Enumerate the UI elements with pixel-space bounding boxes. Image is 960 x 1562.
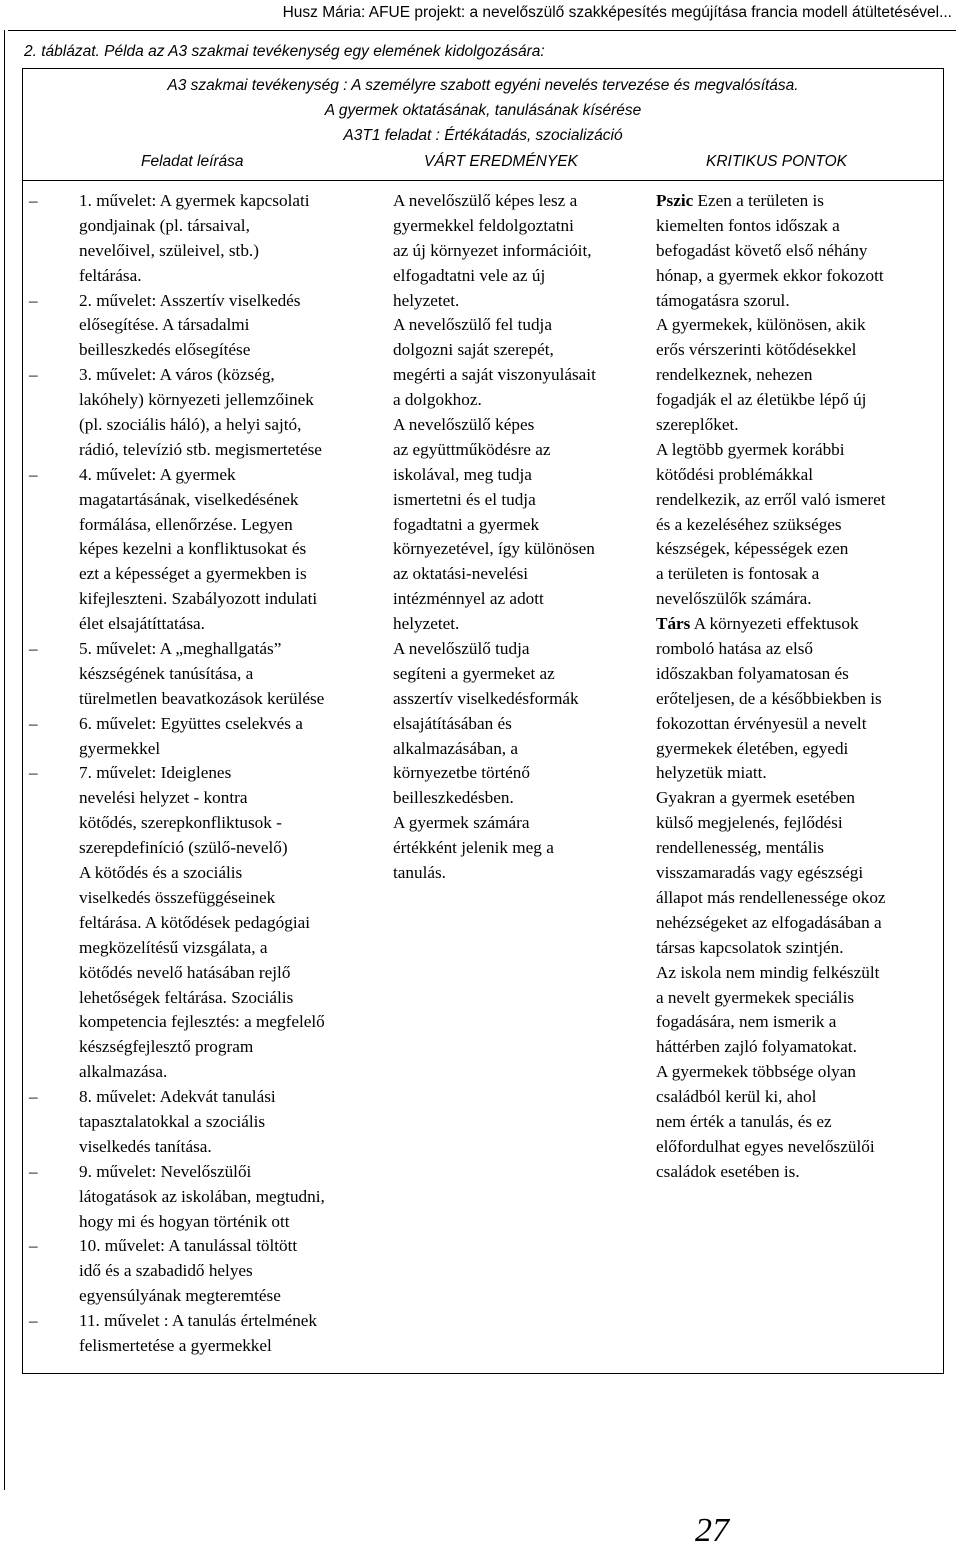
result-line xyxy=(393,289,648,314)
task-line xyxy=(79,513,379,538)
result-line-text: helyzetet. xyxy=(393,290,460,310)
result-line-text: tanulás. xyxy=(393,863,446,883)
critical-line xyxy=(656,587,941,612)
task-line-text: A kötődés és a szociális xyxy=(79,863,243,883)
result-line xyxy=(393,612,648,637)
task-line-text: kompetencia fejlesztés: a megfelelő xyxy=(79,1012,325,1032)
task-line-text: 2. művelet: Asszertív viselkedés xyxy=(79,290,301,310)
critical-line xyxy=(656,737,941,762)
running-header: Husz Mária: AFUE projekt: a nevelőszülő szakképesítés megújítása francia modell átültetésével... xyxy=(282,4,952,21)
task-title: A3T1 feladat : Értékátadás, szocializáció xyxy=(343,127,623,144)
element-title: A gyermek oktatásának, tanulásának kísérése xyxy=(324,102,642,119)
bullet-dash: – xyxy=(29,1236,38,1256)
critical-line-text: családból kerül ki, ahol xyxy=(656,1087,817,1107)
column-header-expected-results: VÁRT EREDMÉNYEK xyxy=(424,153,578,170)
critical-line xyxy=(656,612,941,637)
critical-line-text: gyermekek életében, egyedi xyxy=(656,738,849,758)
task-line-text: nevelési helyzet - kontra xyxy=(79,788,248,808)
task-line-text: megközelítésű vizsgálata, a xyxy=(79,937,268,957)
result-line-text: helyzetet. xyxy=(393,614,460,634)
task-line-text: rádió, televízió stb. megismertetése xyxy=(79,439,322,459)
column-header-description: Feladat leírása xyxy=(141,153,244,170)
result-line xyxy=(393,662,648,687)
result-line-text: gyermekkel feldolgoztatni xyxy=(393,215,574,235)
critical-line-text: társas kapcsolatok szintjén. xyxy=(656,937,844,957)
critical-line xyxy=(656,239,941,264)
task-line-text: alkalmazása. xyxy=(79,1062,168,1082)
task-line xyxy=(79,687,379,712)
task-line-text: ezt a képességet a gyermekben is xyxy=(79,564,307,584)
task-line-text: gondjainak (pl. társaival, xyxy=(79,215,250,235)
critical-line xyxy=(656,662,941,687)
task-line-text: 3. művelet: A város (község, xyxy=(79,365,275,385)
task-line-text: kifejleszteni. Szabályozott indulati xyxy=(79,589,318,609)
critical-line-text: rendellenesség, mentális xyxy=(656,838,824,858)
result-line-text: a dolgokhoz. xyxy=(393,390,482,410)
task-line-text: 5. művelet: A „meghallgatás” xyxy=(79,639,282,659)
critical-line xyxy=(656,761,941,786)
task-line xyxy=(79,911,379,936)
critical-line-text: a területen is fontosak a xyxy=(656,564,820,584)
critical-line xyxy=(656,911,941,936)
result-line xyxy=(393,363,648,388)
result-line-text: dolgozni saját szerepét, xyxy=(393,340,554,360)
task-line xyxy=(29,1160,379,1185)
task-line xyxy=(79,338,379,363)
critical-line-text: szereplőket. xyxy=(656,415,739,435)
critical-line xyxy=(656,189,941,214)
result-line xyxy=(393,861,648,886)
task-line xyxy=(79,239,379,264)
critical-line xyxy=(656,338,941,363)
critical-line-text: A környezeti effektusok xyxy=(690,614,859,634)
task-line-text: tapasztalatokkal a szociális xyxy=(79,1111,266,1131)
bullet-dash: – xyxy=(29,464,38,484)
result-line-text: segíteni a gyermeket az xyxy=(393,663,555,683)
task-line xyxy=(79,836,379,861)
result-line-text: értékként jelenik meg a xyxy=(393,838,554,858)
bullet-dash: – xyxy=(29,763,38,783)
critical-line-text: A legtöbb gyermek korábbi xyxy=(656,439,845,459)
bullet-dash: – xyxy=(29,290,38,310)
critical-line-text: A gyermekek többsége olyan xyxy=(656,1062,856,1082)
result-line xyxy=(393,264,648,289)
critical-line-text: támogatásra szorul. xyxy=(656,290,790,310)
task-line xyxy=(79,1110,379,1135)
critical-line xyxy=(656,214,941,239)
critical-line-text: romboló hatása az első xyxy=(656,639,814,659)
critical-line xyxy=(656,961,941,986)
critical-line-text: erőteljesen, de a későbbiekben is xyxy=(656,688,882,708)
critical-line xyxy=(656,289,941,314)
task-line xyxy=(29,761,379,786)
critical-line-text: a nevelt gyermekek speciális xyxy=(656,987,855,1007)
task-line-text: 6. művelet: Együttes cselekvés a xyxy=(79,713,303,733)
result-line-text: beilleszkedésben. xyxy=(393,788,514,808)
critical-line xyxy=(656,562,941,587)
critical-line xyxy=(656,637,941,662)
bullet-dash: – xyxy=(29,639,38,659)
task-line xyxy=(79,264,379,289)
critical-line xyxy=(656,936,941,961)
critical-line xyxy=(656,1085,941,1110)
critical-line-text: nehézségeket az elfogadásában a xyxy=(656,912,882,932)
critical-line xyxy=(656,1160,941,1185)
task-line xyxy=(79,488,379,513)
critical-line-text: befogadást követő első néhány xyxy=(656,240,868,260)
task-line-text: 1. művelet: A gyermek kapcsolati xyxy=(79,191,310,210)
result-line-text: környezetbe történő xyxy=(393,763,530,783)
task-line-text: 9. művelet: Nevelőszülői xyxy=(79,1161,252,1181)
result-line xyxy=(393,712,648,737)
task-line-text: formálása, ellenőrzése. Legyen xyxy=(79,514,293,534)
task-line xyxy=(79,786,379,811)
result-line-text: A nevelőszülő képes xyxy=(393,415,535,435)
result-line xyxy=(393,239,648,264)
result-line xyxy=(393,786,648,811)
critical-line xyxy=(656,786,941,811)
critical-line xyxy=(656,687,941,712)
task-line-text: 10. művelet: A tanulással töltött xyxy=(79,1236,298,1256)
task-line xyxy=(79,612,379,637)
result-line xyxy=(393,413,648,438)
critical-line-text: A gyermekek, különösen, akik xyxy=(656,315,866,335)
task-line-text: 8. művelet: Adekvát tanulási xyxy=(79,1087,276,1107)
critical-line-text: nevelőszülők számára. xyxy=(656,589,812,609)
critical-line xyxy=(656,712,941,737)
critical-line-text: előfordulhat egyes nevelőszülői xyxy=(656,1136,875,1156)
task-line xyxy=(29,463,379,488)
critical-line-text: külső megjelenés, fejlődési xyxy=(656,813,843,833)
bullet-dash: – xyxy=(29,1087,38,1107)
critical-line-text: rendelkeznek, nehezen xyxy=(656,365,813,385)
critical-line xyxy=(656,438,941,463)
task-line xyxy=(79,214,379,239)
critical-line xyxy=(656,836,941,861)
critical-line xyxy=(656,861,941,886)
task-line xyxy=(79,1284,379,1309)
task-line-text: készségfejlesztő program xyxy=(79,1037,254,1057)
task-line xyxy=(79,662,379,687)
task-line xyxy=(29,1309,379,1334)
task-line-text: szerepdefiníció (szülő-nevelő) xyxy=(79,838,288,858)
result-line-text: fogadtatni a gyermek xyxy=(393,514,540,534)
task-line xyxy=(79,388,379,413)
bullet-dash: – xyxy=(29,713,38,733)
critical-points-column xyxy=(656,189,941,1185)
task-line xyxy=(79,413,379,438)
critical-line-text: állapot más rendellenessége okoz xyxy=(656,887,886,907)
column-header-critical-points: KRITIKUS PONTOK xyxy=(706,153,847,170)
result-line xyxy=(393,463,648,488)
task-line-text: hogy mi és hogyan történik ott xyxy=(79,1211,290,1231)
task-line xyxy=(79,438,379,463)
result-line-text: megérti a saját viszonyulásait xyxy=(393,365,596,385)
result-line xyxy=(393,737,648,762)
result-line-text: az oktatási-nevelési xyxy=(393,564,529,584)
critical-line-text: hónap, a gyermek ekkor fokozott xyxy=(656,265,884,285)
result-line-text: alkalmazásában, a xyxy=(393,738,519,758)
task-line-text: viselkedés tanítása. xyxy=(79,1136,212,1156)
task-line-text: élet elsajátíttatása. xyxy=(79,614,205,634)
task-line xyxy=(79,1135,379,1160)
critical-line-text: fokozottan érvényesül a nevelt xyxy=(656,713,867,733)
task-line-text: feltárása. A kötődések pedagógiai xyxy=(79,912,310,932)
critical-line-text: fogadására, nem ismerik a xyxy=(656,1012,837,1032)
task-line-text: magatartásának, viselkedésének xyxy=(79,489,299,509)
critical-line-text: rendelkezik, az erről való ismeret xyxy=(656,489,886,509)
task-line xyxy=(79,537,379,562)
critical-line-text: időszakban folyamatosan és xyxy=(656,663,849,683)
result-line xyxy=(393,811,648,836)
task-line xyxy=(79,861,379,886)
bullet-dash: – xyxy=(29,365,38,385)
result-line xyxy=(393,438,648,463)
task-line xyxy=(79,562,379,587)
task-line-text: viselkedés összefüggéseinek xyxy=(79,887,276,907)
result-line-text: elsajátításában és xyxy=(393,713,512,733)
result-line-text: elfogadtatni vele az új xyxy=(393,265,546,285)
result-line xyxy=(393,637,648,662)
critical-line-text: kötődési problémákkal xyxy=(656,464,814,484)
result-line xyxy=(393,313,648,338)
result-line xyxy=(393,537,648,562)
critical-line xyxy=(656,1060,941,1085)
critical-line-text: Ezen a területen is xyxy=(693,191,824,210)
competency-table xyxy=(22,68,944,1374)
result-line-text: asszertív viselkedésformák xyxy=(393,688,579,708)
result-line-text: A nevelőszülő fel tudja xyxy=(393,315,552,335)
task-line-text: 4. művelet: A gyermek xyxy=(79,464,236,484)
task-line xyxy=(79,1334,379,1359)
critical-line xyxy=(656,413,941,438)
critical-keyword: Társ xyxy=(656,614,691,634)
task-line xyxy=(79,1060,379,1085)
critical-line-text: nem érték a tanulás, és ez xyxy=(656,1111,832,1131)
task-line-text: lehetőségek feltárása. Szociális xyxy=(79,987,294,1007)
result-line-text: ismertetni és el tudja xyxy=(393,489,536,509)
task-line xyxy=(79,1185,379,1210)
critical-line-text: visszamaradás vagy egészségi xyxy=(656,863,864,883)
table-caption: 2. táblázat. Példa az A3 szakmai tevékenység egy elemének kidolgozására: xyxy=(24,43,545,60)
task-line-text: feltárása. xyxy=(79,265,142,285)
task-line-text: látogatások az iskolában, megtudni, xyxy=(79,1186,325,1206)
task-line xyxy=(79,1010,379,1035)
critical-line xyxy=(656,363,941,388)
critical-line-text: és a kezeléséhez szükséges xyxy=(656,514,842,534)
critical-line-text: erős vérszerinti kötődésekkel xyxy=(656,340,857,360)
task-description-column xyxy=(29,189,379,1359)
result-line-text: iskolával, meg tudja xyxy=(393,464,532,484)
critical-line-text: készségek, képességek ezen xyxy=(656,539,849,559)
critical-line-text: háttérben zajló folyamatokat. xyxy=(656,1037,857,1057)
task-line-text: készségének tanúsítása, a xyxy=(79,663,254,683)
task-line-text: türelmetlen beavatkozások kerülése xyxy=(79,688,325,708)
activity-title: A3 szakmai tevékenység : A személyre szabott egyéni nevelés tervezése és megvalósítása. xyxy=(167,77,799,94)
result-line xyxy=(393,761,648,786)
task-line xyxy=(79,737,379,762)
task-line-text: képes kezelni a konfliktusokat és xyxy=(79,539,307,559)
task-line-text: elősegítése. A társadalmi xyxy=(79,315,250,335)
task-line-text: lakóhely) környezeti jellemzőinek xyxy=(79,390,314,410)
task-line-text: beilleszkedés elősegítése xyxy=(79,340,251,360)
critical-line xyxy=(656,313,941,338)
result-line-text: az új környezet információit, xyxy=(393,240,592,260)
result-line xyxy=(393,214,648,239)
result-line-text: az együttműködésre az xyxy=(393,439,551,459)
task-line xyxy=(79,961,379,986)
critical-line xyxy=(656,1110,941,1135)
result-line xyxy=(393,513,648,538)
task-line-text: gyermekkel xyxy=(79,738,161,758)
result-line xyxy=(393,836,648,861)
critical-line xyxy=(656,537,941,562)
critical-line-text: helyzetük miatt. xyxy=(656,763,767,783)
critical-line-text: Gyakran a gyermek esetében xyxy=(656,788,855,808)
task-line xyxy=(79,1210,379,1235)
critical-line-text: családok esetében is. xyxy=(656,1161,800,1181)
result-line-text: A gyermek számára xyxy=(393,813,530,833)
task-line-text: (pl. szociális háló), a helyi sajtó, xyxy=(79,415,302,435)
task-line-text: idő és a szabadidő helyes xyxy=(79,1261,253,1281)
result-line-text: A nevelőszülő képes lesz a xyxy=(393,191,578,210)
result-line-text: környezetével, így különösen xyxy=(393,539,595,559)
task-line xyxy=(29,189,379,214)
task-line xyxy=(29,637,379,662)
task-line-text: 7. művelet: Ideiglenes xyxy=(79,763,232,783)
critical-line-text: kiemelten fontos időszak a xyxy=(656,215,840,235)
critical-line xyxy=(656,986,941,1011)
critical-keyword: Pszic xyxy=(656,191,694,210)
task-line xyxy=(29,1234,379,1259)
critical-line xyxy=(656,463,941,488)
result-line xyxy=(393,189,648,214)
critical-line xyxy=(656,1010,941,1035)
task-line xyxy=(79,313,379,338)
result-line xyxy=(393,687,648,712)
task-line xyxy=(79,886,379,911)
task-line xyxy=(29,1085,379,1110)
result-line xyxy=(393,388,648,413)
page-number: 27 xyxy=(695,1512,729,1549)
result-line xyxy=(393,488,648,513)
bullet-dash: – xyxy=(29,191,38,210)
task-line-text: kötődés, szerepkonfliktusok - xyxy=(79,813,282,833)
left-margin-rule xyxy=(4,30,5,1490)
task-line xyxy=(79,986,379,1011)
task-line-text: kötődés nevelő hatásában rejlő xyxy=(79,962,291,982)
critical-line-text: Az iskola nem mindig felkészült xyxy=(656,962,880,982)
header-rule xyxy=(8,30,956,31)
task-line xyxy=(29,363,379,388)
critical-line xyxy=(656,886,941,911)
task-line-text: felismertetése a gyermekkel xyxy=(79,1335,272,1355)
task-line xyxy=(29,712,379,737)
critical-line xyxy=(656,388,941,413)
bullet-dash: – xyxy=(29,1311,38,1331)
task-line-text: nevelőivel, szüleivel, stb.) xyxy=(79,240,259,260)
critical-line xyxy=(656,513,941,538)
task-line xyxy=(29,289,379,314)
result-line xyxy=(393,562,648,587)
result-line-text: A nevelőszülő tudja xyxy=(393,639,530,659)
task-line xyxy=(79,811,379,836)
expected-results-column xyxy=(393,189,648,886)
critical-line xyxy=(656,1135,941,1160)
critical-line xyxy=(656,488,941,513)
result-line-text: intézménnyel az adott xyxy=(393,589,544,609)
bullet-dash: – xyxy=(29,1161,38,1181)
critical-line xyxy=(656,1035,941,1060)
task-line xyxy=(79,1035,379,1060)
task-line xyxy=(79,936,379,961)
result-line xyxy=(393,338,648,363)
result-line xyxy=(393,587,648,612)
task-line xyxy=(79,1259,379,1284)
task-line-text: egyensúlyának megteremtése xyxy=(79,1286,281,1306)
task-line xyxy=(79,587,379,612)
critical-line xyxy=(656,811,941,836)
critical-line xyxy=(656,264,941,289)
critical-line-text: fogadják el az életükbe lépő új xyxy=(656,390,867,410)
task-line-text: 11. művelet : A tanulás értelmének xyxy=(79,1311,318,1331)
